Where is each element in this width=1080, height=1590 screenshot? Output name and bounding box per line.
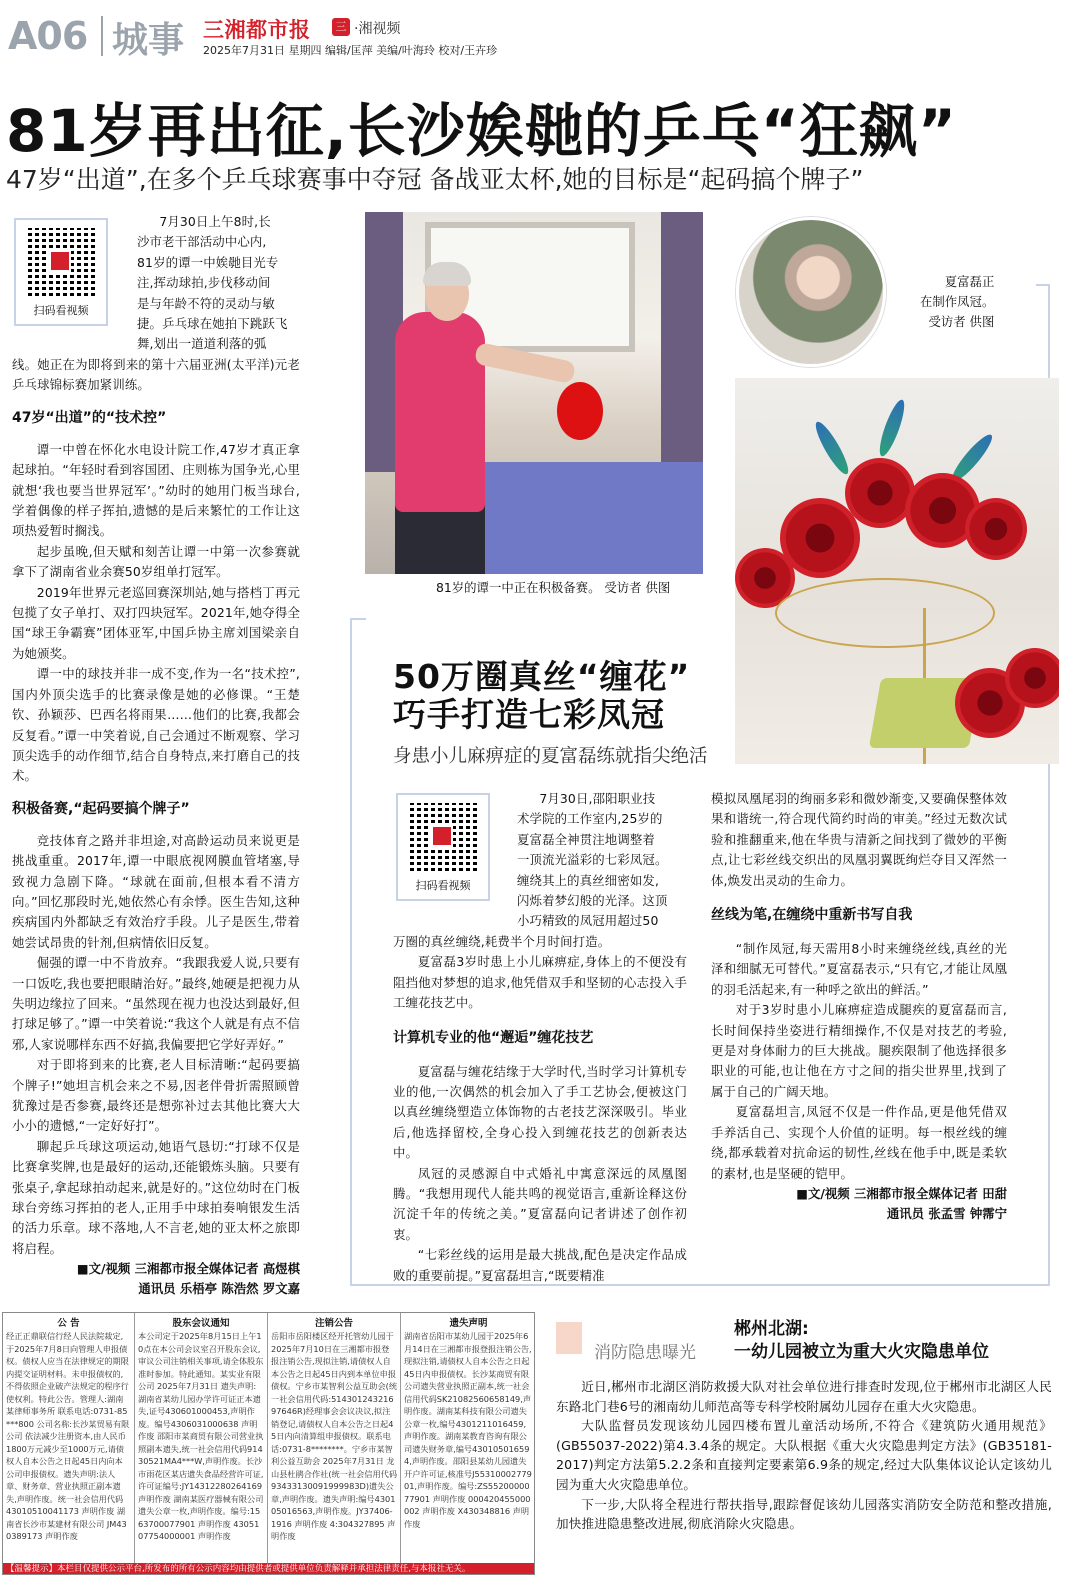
paddle-icon [557, 382, 603, 440]
lead-line: 捷。乒乓球在她拍下跳跃飞 [137, 316, 288, 332]
story2-qr[interactable] [396, 793, 490, 901]
dateline: 2025年7月31日 星期四 编辑/匡萍 美编/叶海玲 校对/王卉珍 [203, 44, 498, 57]
ad-title: 公 告 [57, 1318, 80, 1329]
paragraph: 对于即将到来的比赛,老人目标清晰:“起码要搞个牌子!”她坦言机会来之不易,因老伴骨折需照顾曾犹豫过是否参赛,最终还是想弥补过去其他比赛大大小小的遗憾,“一定好好打”。 [12, 1057, 300, 1134]
ad-column [268, 1313, 401, 1563]
headline-line: 巧手打造七彩凤冠 [393, 695, 665, 734]
ad-title: 股东会议通知 [172, 1318, 230, 1329]
paragraph: “七彩丝线的运用是最大挑战,配色是决定作品成败的重要前提。”夏富磊坦言,“既要精准 [393, 1247, 687, 1283]
paragraph: 谭一中曾在怀化水电设计院工作,47岁才真正拿起球拍。“年轻时看到容国团、庄则栋为国争光,心里就想‘我也要当世界冠军’。”幼时的她用门板当球台,学着偶像的样子挥拍,遗憾的是后来繁忙的工作让这项热爱暂时搁浅。 [12, 441, 300, 539]
paragraph: 竞技体育之路并非坦途,对高龄运动员来说更是挑战重重。2017年,谭一中眼底视网膜血管堵塞,导致视力急剧下降。“球就在面前,但根本看不清方向。”回忆那段时光,她依然心有余悸。医生告知,这种疾病国内外都缺乏有效治疗手段。儿子是医生,带着她尝试昂贵的针剂,但病情依旧反复。 [12, 832, 300, 950]
photo-curtain [661, 212, 703, 472]
story1-lead-wrap [137, 212, 299, 355]
lead-line: 注,挥动球拍,步伐移动间 [137, 275, 271, 291]
subhead: 47岁“出道”的“技术控” [12, 409, 167, 426]
ad-column [3, 1313, 135, 1563]
video-label: ·湘视频 [354, 21, 401, 37]
fire-title: 郴州北湖: [734, 1319, 809, 1339]
lead-line: 术学院的工作室内,25岁的 [517, 811, 663, 827]
lead-line: 7月30日,邵阳职业技 [539, 791, 656, 806]
byline: 通讯员 张孟雪 钟霈宁 [886, 1205, 1007, 1221]
photo-player-legs [395, 502, 485, 574]
caption-line: 夏富磊正 [944, 274, 995, 289]
fire-title: 一幼儿园被立为重大火灾隐患单位 [734, 1342, 989, 1362]
lead-line: 舞,划出一道道利落的弧 [137, 336, 267, 352]
frame-line [1048, 764, 1050, 1286]
lead-line: 是与年龄不符的灵动与敏 [137, 295, 275, 311]
fire-body [556, 1377, 1052, 1534]
page-number: A06 [8, 14, 88, 58]
paragraph: 凤冠的灵感源自中式婚礼中寓意深远的凤凰图腾。“我想用现代人能共鸣的视觉语言,重新诠释这份沉淀千年的传统之美。”夏富磊向记者讲述了创作初衷。 [393, 1165, 687, 1242]
photo-table-tennis [365, 212, 703, 574]
lead-line: 闪烁着梦幻般的光泽。这顶 [517, 893, 668, 909]
photo1-caption: 81岁的谭一中正在积极备赛。 受访者 供图 [436, 580, 671, 595]
paragraph: 万圈的真丝缠绕,耗费半个月时间打造。 [393, 934, 611, 949]
paragraph: 模拟凤凰尾羽的绚丽多彩和微妙渐变,又要确保整体效果和谐统一,符合现代简约时尚的审美。”经过无数次试验和推翻重来,他在华贵与清新之间找到了微妙的平衡点,让七彩丝线交织出的凤凰羽翼既绚烂夺目又浑然一体,焕发出灵动的生命力。 [711, 791, 1007, 888]
paragraph: 倔强的谭一中不肯放弃。“我跟我爱人说,只要有一口饭吃,我也要把眼睛治好。”最终,她硬是把视力从失明边缘拉了回来。“虽然现在视力也没达到最好,但打球足够了。”谭一中笑着说:“我这个人就是有点不信邪,人家说哪样东西不好搞,我偏要把它学好弄好。” [12, 955, 300, 1052]
frame-line [350, 618, 366, 620]
frame-line [1036, 284, 1050, 286]
logo-icon: 三 [332, 18, 350, 36]
feather-icon [811, 419, 853, 478]
frame-line [350, 618, 352, 1284]
ad-text: 岳阳市岳阳楼区经开托管幼儿园于2025年7月10日在三湘都市报登报注销公告,现拟注销,请债权人自本公告之日起45日内到本单位申报债权。宁乡市某智利公益互助会(统一社会信用代码:51430124321697646R)经理事会会议决议,拟注销登记,请债权人自本公告之日起45日内向清算组申报债权。联系电话:0731-8********。宁乡市某智利公益互助会 2025年7月31日 龙山县杜鹃合作社(统一社会信用代码93433130091999983D)遗失公章,声明作废。遗失声明:编号430105016563,声明作废。JY37406-1916 声明作废 4:304327895 声明作废 [271, 1331, 398, 1541]
paragraph: 夏富磊3岁时患上小儿麻痹症,身体上的不便没有阻挡他对梦想的追求,他凭借双手和坚韧的心志投入手工缠花技艺中。 [393, 954, 687, 1011]
headline-line: 50万圈真丝“缠花” [393, 657, 691, 696]
story1-qr[interactable] [14, 218, 108, 326]
photo-phoenix-crown [735, 378, 1059, 764]
paragraph: 起步虽晚,但天赋和刻苦让谭一中第一次参赛就拿下了湖南省业余赛50岁组单打冠军。 [12, 543, 300, 580]
ad-text: 湖南省岳阳市某幼儿园于2025年6月14日在三湘都市报登报注销公告,现拟注销,请债权人自本公告之日起45日内申报债权。长沙某商贸有限公司遗失营业执照正副本,统一社会信用代码SK21082560658149,声明作废。湖南某科技有限公司遗失公章一枚,编号4301211016459,声明作废。湖南某教育咨询有限公司遗失财务章,编号430105016594,声明作废。邵阳县某幼儿园遗失开户许可证,核准号J5531000277901,声明作废。编号:ZS5520000077901 声明作废 000420455000002 声明作废 X430348816 声明作废 [404, 1331, 532, 1529]
lead-line: 7月30日上午8时,长 [159, 214, 271, 229]
caption-line: 受访者 供图 [928, 314, 995, 329]
subhead: 丝线为笔,在缠绕中重新书写自我 [711, 907, 913, 924]
lead-line: 小巧精致的凤冠用超过50 [517, 913, 659, 929]
byline: ■文/视频 三湘都市报全媒体记者 田甜 [796, 1185, 1007, 1201]
lead-line: 81岁的谭一中娭毑目光专 [137, 254, 279, 270]
frame-line [1048, 284, 1050, 384]
photo-artisan-portrait [736, 217, 886, 367]
qr-logo-icon [431, 825, 453, 847]
story1-deck: 47岁“出道”,在多个乒乓球赛事中夺冠 备战亚太杯,她的目标是“起码搞个牌子” [6, 165, 864, 194]
ad-title: 注销公告 [314, 1318, 353, 1329]
classified-ads [2, 1312, 535, 1575]
rose-icon [845, 458, 915, 528]
fire-tag-label: 消防隐患曝光 [594, 1343, 696, 1363]
ad-text: 经正正鼎联信行经人民法院裁定,于2025年7月8日向管理人申报债权。债权人应当在法律规定的期限内提交证明材料。未申报债权的,不得依照企业破产法规定的程序行使权利。特此公告。管理人:湖南某律师事务所 联系电话:0731-85***800 公司名称:长沙某贸易有限公司 依法减少注册资本,由人民币1800万元减少至1000万元,请债权人自本公告之日起45日内向本公司申报债权。遗失声明:法人章、财务章、营业执照正副本遗失,声明作废。统一社会信用代码 43010510041173 声明作废 湖南省长沙市某建材有限公司 JM430389173 声明作废 [6, 1331, 130, 1541]
lead-line: 一顶流光溢彩的七彩凤冠。 [517, 852, 668, 868]
ad-column [135, 1313, 268, 1563]
lead-line: 沙市老干部活动中心内, [137, 234, 267, 250]
paragraph: 对于3岁时患小儿麻痹症造成腿疾的夏富磊而言,长时间保持坐姿进行精细操作,不仅是对技艺的考验,更是对身体耐力的巨大挑战。腿疾限制了他选择很多职业的可能,也让他在方寸之间的指尖世界里,找到了属于自己的广阔天地。 [711, 1002, 1007, 1099]
ad-footer-notice: 【温馨提示】本栏目仅提供公示平台,所发布的所有公示内容均由提供者或提供单位负责解释并承担法律责任,与本报社无关。 [3, 1563, 535, 1575]
photo-player-body [395, 312, 485, 512]
lead-line: 缠绕其上的真丝细密如发, [517, 872, 660, 888]
lead-line: 夏富磊全神贯注地调整着 [517, 831, 655, 847]
rose-icon [965, 498, 1027, 560]
paragraph: 近日,郴州市北湖区消防救援大队对社会单位进行排查时发现,位于郴州市北湖区人民东路北门巷6号的湘南幼儿师范高等专科学校附属幼儿园存在重大火灾隐患。 [556, 1379, 1052, 1414]
photo-player-hair [423, 262, 471, 286]
story2-col1 [393, 932, 687, 1286]
ad-title: 遗失声明 [449, 1318, 488, 1329]
paragraph: 聊起乒乓球这项运动,她语气恳切:“打球不仅是比赛拿奖牌,也是最好的运动,还能锻炼头脑。只要有张桌子,拿起球拍动起来,就是好的。”这位幼时在门板球台旁练习挥拍的老人,正用手中球拍奏响银发生活的活力乐章。球不落地,人不言老,她的亚太杯之旅即将启程。 [12, 1138, 300, 1256]
gold-frame [775, 578, 995, 648]
rose-icon [1005, 648, 1059, 708]
section-title: 城事 [112, 20, 185, 61]
paragraph: 大队监督员发现该幼儿园四楼布置儿童活动场所,不符合《建筑防火通用规范》(GB55037-2022)第4.3.4条的规定。大队根据《重大火灾隐患判定方法》(GB35181-2017)判定方法第5.2.2条和直接判定要素第6.9条的规定,经过大队集体议论认定该幼儿园为重大火灾隐患单位。 [556, 1418, 1052, 1492]
caption-line: 在制作凤冠。 [920, 294, 995, 309]
story2-headline [393, 658, 690, 734]
byline: 通讯员 乐梧亭 陈浩然 罗文嘉 [138, 1281, 300, 1297]
paragraph: 线。她正在为即将到来的第十六届亚洲(太平洋)元老乒乓球锦标赛加紧训练。 [12, 357, 300, 393]
qr-logo-icon [49, 250, 71, 272]
fire-tag-icon [556, 1322, 582, 1354]
story2-col2 [711, 789, 1007, 1224]
paragraph: 2019年世界元老巡回赛深圳站,她与搭档丁再元包揽了女子单打、双打四块冠军。2021年,她夺得全国“球王争霸赛”团体亚军,中国乒协主席刘国梁亲自为她颁奖。 [12, 584, 300, 661]
subhead: 积极备赛,“起码要搞个牌子” [12, 800, 190, 817]
paragraph: “制作凤冠,每天需用8小时来缠绕丝线,真丝的光泽和细腻无可替代。”夏富磊表示,“只有它,才能让凤凰的羽毛活起来,有一种呼之欲出的鲜活。” [711, 941, 1007, 997]
photo2-caption [920, 272, 994, 332]
story2-lead-wrap [517, 789, 687, 932]
story1-body [12, 355, 300, 1299]
header-divider [101, 16, 103, 56]
paragraph: 下一步,大队将全程进行帮扶指导,跟踪督促该幼儿园落实消防安全防范和整改措施,加快推进隐患整改进展,彻底消除火灾隐患。 [556, 1496, 1052, 1532]
paragraph: 谭一中的球技并非一成不变,作为一名“技术控”,国内外顶尖选手的比赛录像是她的必修课。“王楚钦、孙颖莎、巴西名将雨果……他们的比赛,我都会反复看。”谭一中笑着说,自己会通过不断观察、学习顶尖选手的动作细节,结合自身特点,来打磨自己的技术。 [12, 666, 300, 784]
byline: ■文/视频 三湘都市报全媒体记者 高煜棋 [76, 1261, 300, 1277]
story2-deck: 身患小儿麻痹症的夏富磊练就指尖绝活 [393, 746, 708, 767]
paper-name: 三湘都市报 [203, 17, 311, 42]
ad-column [401, 1313, 535, 1563]
ad-text: 本公司定于2025年8月15日上午10点在本公司会议室召开股东会议,审议公司注销相关事项,请全体股东准时参加。特此通知。某实业有限公司 2025年7月31日 遗失声明:湖南省某幼儿园办学许可证正本遗失,证号430601000453,声明作废。编号4306031000638 声明作废 邵阳市某商贸有限公司营业执照副本遗失,统一社会信用代码91430521MA4***W,声明作废。长沙市雨花区某店遗失食品经营许可证,许可证编号:JY14312280264169 声明作废 湖南某医疗器械有限公司遗失公章一枚,声明作废。编号:1563700077901 声明作废 4305107754000001 声明作废 [138, 1331, 264, 1541]
story1-headline: 81岁再出征,长沙娭毑的乒乓“狂飙” [6, 97, 957, 165]
paragraph: 夏富磊与缠花结缘于大学时代,当时学习计算机专业的他,一次偶然的机会加入了手工艺协会,便被这门以真丝缠绕塑造立体饰物的古老技艺深深吸引。毕业后,他选择留校,全身心投入到缠花技艺的创新表达中。 [393, 1063, 687, 1161]
qr-label: 扫码看视频 [415, 879, 471, 892]
subhead: 计算机专业的他“邂逅”缠花技艺 [393, 1029, 594, 1046]
paragraph: 夏富磊坦言,凤冠不仅是一件作品,更是他凭借双手养活自己、实现个人价值的证明。每一根丝线的缠绕,都承载着对抗命运的韧性,丝线在他手中,既是柔软的素材,也是坚硬的铠甲。 [711, 1104, 1007, 1181]
feather-icon [875, 397, 909, 458]
qr-label: 扫码看视频 [33, 304, 89, 317]
